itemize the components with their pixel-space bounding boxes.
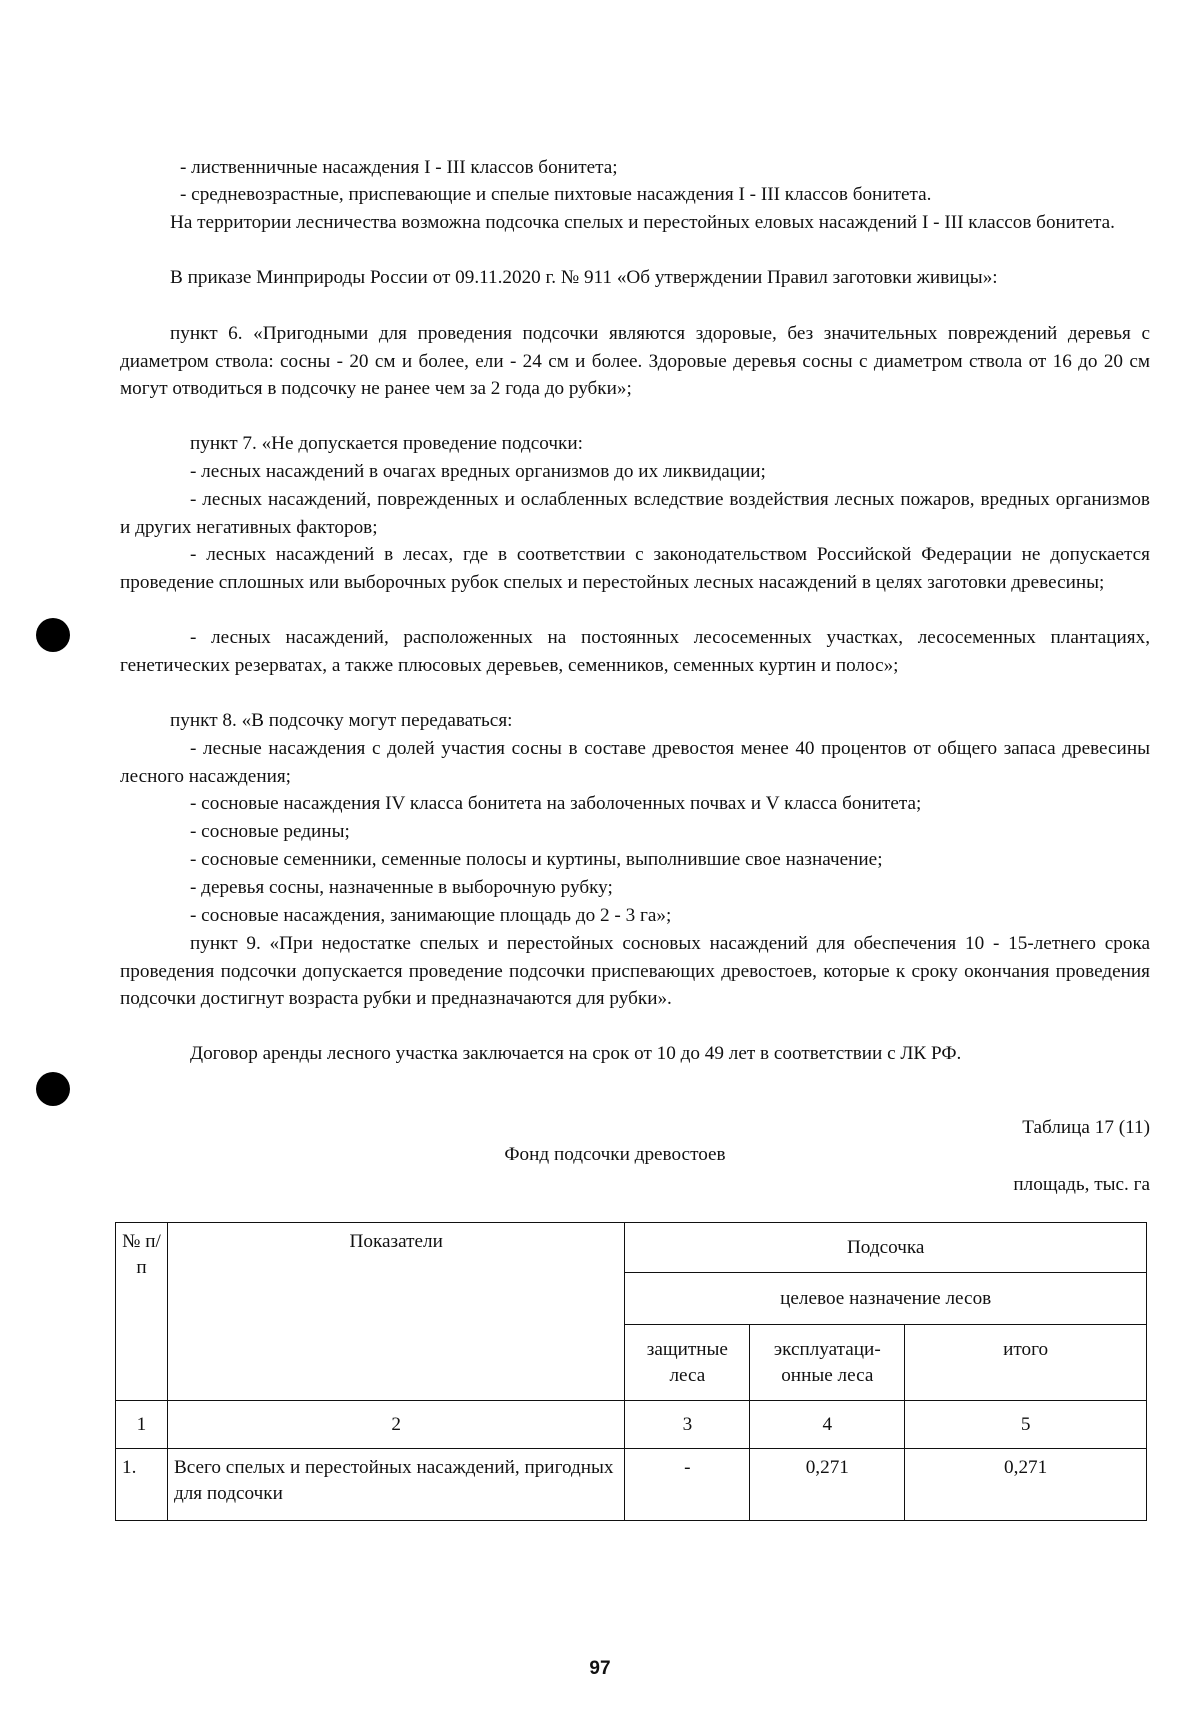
paragraph: - деревья сосны, назначенные в выборочную рубку; xyxy=(190,877,613,898)
col-number: 5 xyxy=(905,1401,1147,1449)
col-number: 4 xyxy=(750,1401,905,1449)
paragraph: На территории лесничества возможна подсочка спелых и перестойных еловых насаждений I - III классов бонитета. xyxy=(170,212,1115,233)
header-tapping: Подсочка xyxy=(625,1223,1147,1273)
table-title: Фонд подсочки древостоев xyxy=(504,1144,726,1165)
row-total: 0,271 xyxy=(905,1449,1147,1521)
paragraph: - сосновые редины; xyxy=(190,821,350,842)
header-indicators: Показатели xyxy=(167,1223,624,1401)
header-total: итого xyxy=(905,1325,1147,1401)
header-num: № п/п xyxy=(116,1223,168,1401)
punch-hole-upper xyxy=(36,618,70,652)
header-exploitation: эксплуатаци-онные леса xyxy=(750,1325,905,1401)
paragraph: - лесные насаждения с долей участия сосны в составе древостоя менее 40 процентов от общего запаса древесины лесного насаждения; xyxy=(120,738,1150,787)
tapping-fund-table xyxy=(115,1222,1147,1521)
table-label: Таблица 17 (11) xyxy=(1022,1117,1150,1138)
col-number: 1 xyxy=(116,1401,168,1449)
col-number: 3 xyxy=(625,1401,750,1449)
paragraph: - сосновые насаждения IV класса бонитета на заболоченных почвах и V класса бонитета; xyxy=(190,793,922,814)
row-name: Всего спелых и перестойных насаждений, пригодных для подсочки xyxy=(167,1449,624,1521)
header-purpose: целевое назначение лесов xyxy=(625,1273,1147,1325)
paragraph: пункт 8. «В подсочку могут передаваться: xyxy=(170,710,513,731)
paragraph: пункт 9. «При недостатке спелых и перестойных сосновых насаждений для обеспечения 10 - 15-летнего срока проведения подсочки допускается проведение подсочки приспевающих древостоев, которые к сроку окончания проведения подсочки достигнут возраста рубки и предназначаются для рубки». xyxy=(120,933,1150,1010)
paragraph: - лесных насаждений в очагах вредных организмов до их ликвидации; xyxy=(190,461,766,482)
row-num: 1. xyxy=(116,1449,168,1521)
header-protective: защитные леса xyxy=(625,1325,750,1401)
table-unit: площадь, тыс. га xyxy=(1013,1174,1150,1195)
paragraph: В приказе Минприроды России от 09.11.2020 г. № 911 «Об утверждении Правил заготовки живицы»: xyxy=(170,267,998,288)
row-protective: - xyxy=(625,1449,750,1521)
table-row xyxy=(116,1449,1147,1521)
paragraph: - сосновые насаждения, занимающие площадь до 2 - 3 га»; xyxy=(190,905,672,926)
punch-hole-lower xyxy=(36,1072,70,1106)
paragraph: Договор аренды лесного участка заключается на срок от 10 до 49 лет в соответствии с ЛК РФ. xyxy=(190,1043,962,1064)
col-number: 2 xyxy=(167,1401,624,1449)
paragraph: пункт 6. «Пригодными для проведения подсочки являются здоровые, без значительных повреждений деревья с диаметром ствола: сосны - 20 см и более, ели - 24 см и более. Здоровые деревья сосны с диаметром ствола от 16 до 20 см могут отводиться в подсочку не ранее чем за 2 года до рубки»; xyxy=(120,323,1150,400)
paragraph: пункт 7. «Не допускается проведение подсочки: xyxy=(190,433,583,454)
paragraph: - средневозрастные, приспевающие и спелые пихтовые насаждения I - III классов бонитета. xyxy=(180,184,932,205)
paragraph: - сосновые семенники, семенные полосы и куртины, выполнившие свое назначение; xyxy=(190,849,883,870)
page-number: 97 xyxy=(589,1658,611,1679)
paragraph: - лесных насаждений, поврежденных и ослабленных вследствие воздействия лесных пожаров, вредных организмов и других негативных факторов; xyxy=(120,489,1150,538)
paragraph: - лесных насаждений в лесах, где в соответствии с законодательством Российской Федерации не допускается проведение сплошных или выборочных рубок спелых и перестойных лесных насаждений в целях заготовки древесины; xyxy=(120,544,1150,593)
row-exploitation: 0,271 xyxy=(750,1449,905,1521)
paragraph: - лиственничные насаждения I - III классов бонитета; xyxy=(180,157,618,178)
paragraph: - лесных насаждений, расположенных на постоянных лесосеменных участках, лесосеменных плантациях, генетических резерватах, а также плюсовых деревьев, семенников, семенных куртин и полос»; xyxy=(120,627,1150,676)
